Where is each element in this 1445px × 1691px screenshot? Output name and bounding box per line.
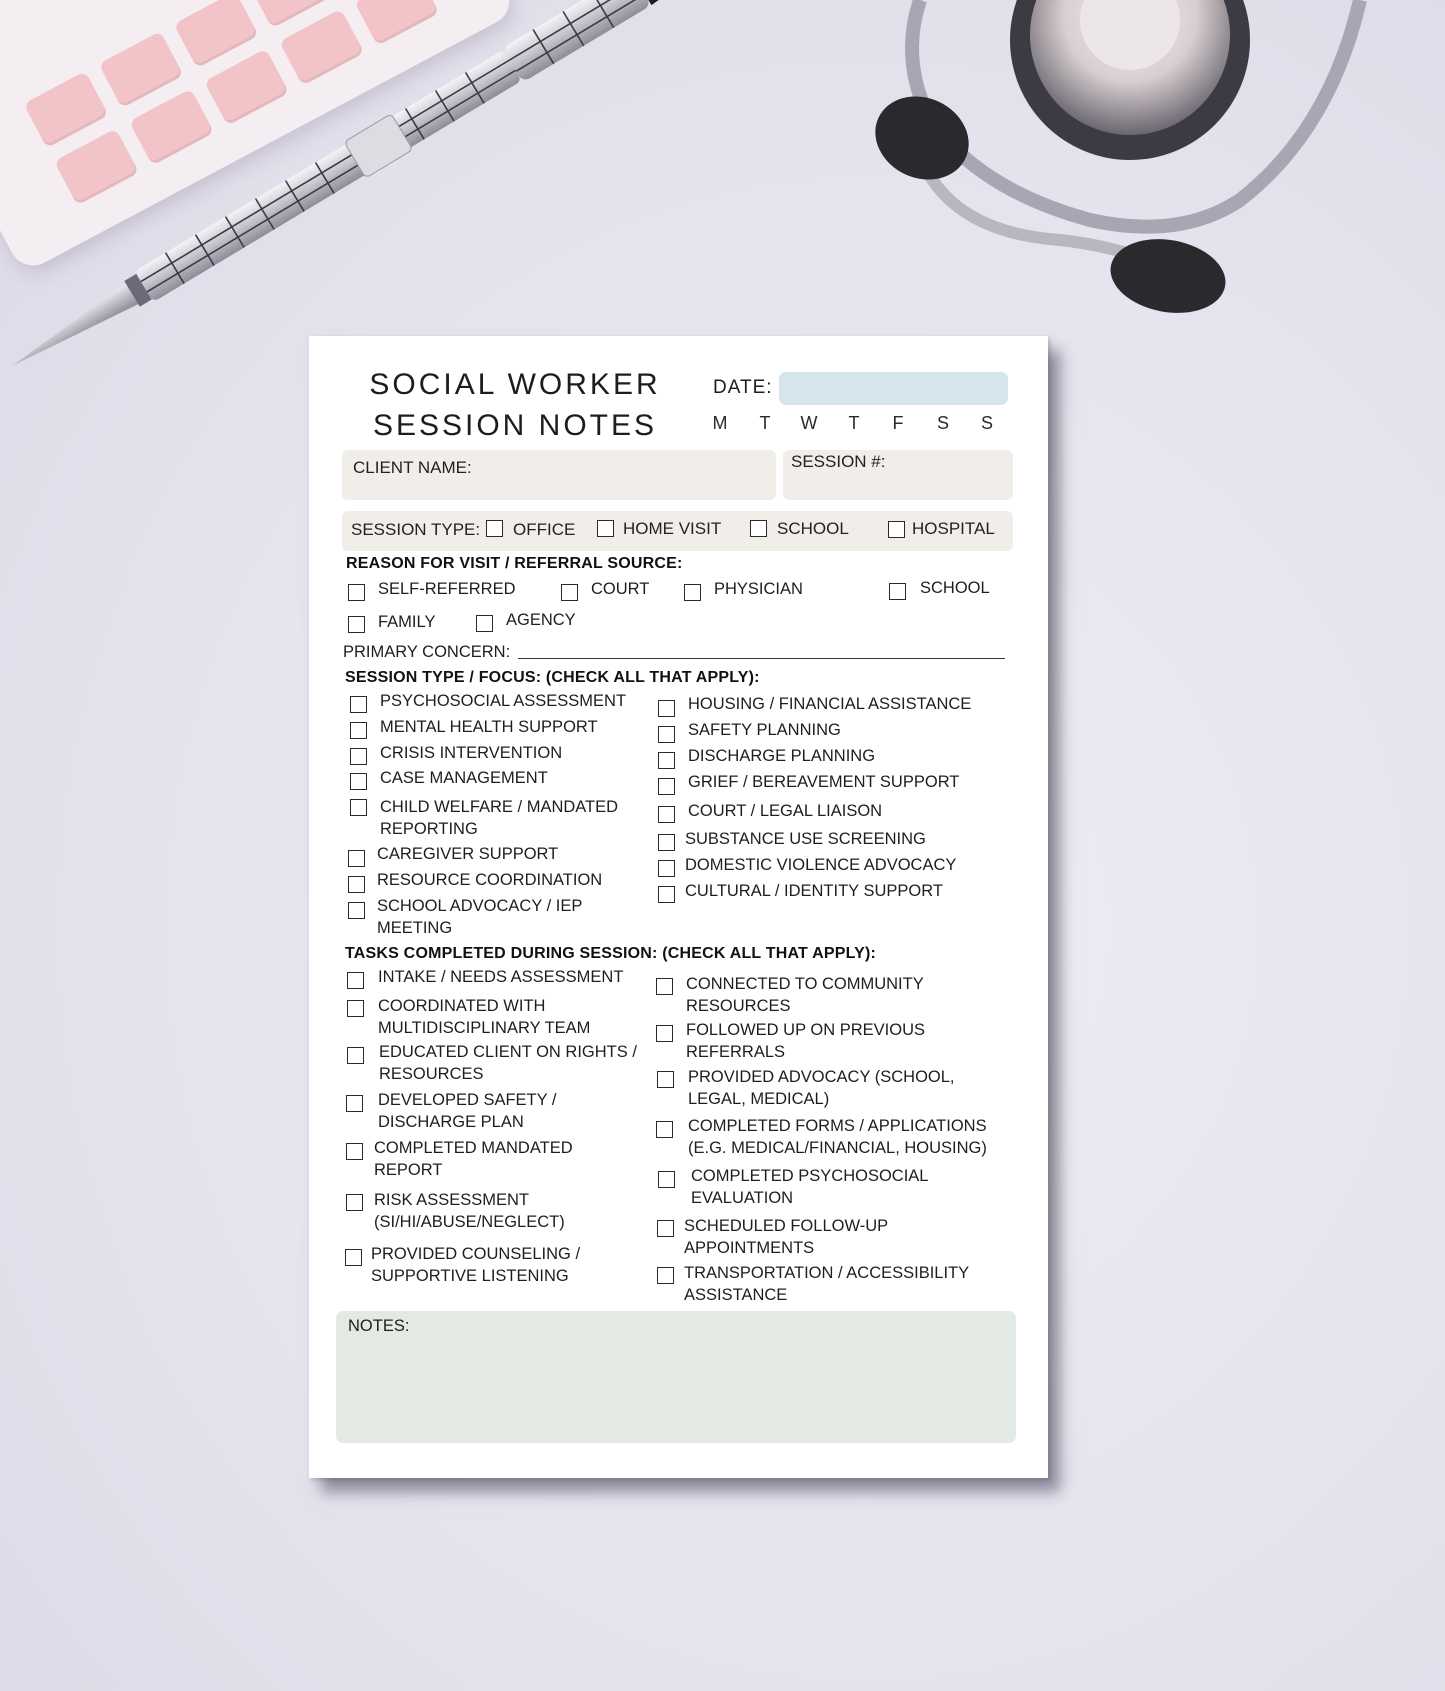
focus-heading: SESSION TYPE / FOCUS: (CHECK ALL THAT APPLY): bbox=[345, 669, 760, 686]
focus-safety-planning-checkbox[interactable] bbox=[658, 726, 675, 743]
focus-school-advocacy-checkbox[interactable] bbox=[348, 902, 365, 919]
focus-psychosocial-checkbox[interactable] bbox=[350, 696, 367, 713]
task-mandated-report-label: COMPLETED MANDATED REPORT bbox=[374, 1139, 573, 1179]
notes-field[interactable] bbox=[336, 1311, 1016, 1443]
task-intake-checkbox[interactable] bbox=[347, 972, 364, 989]
day-sunday[interactable]: S bbox=[980, 413, 993, 433]
day-friday[interactable]: F bbox=[892, 413, 904, 433]
focus-case-mgmt-label: CASE MANAGEMENT bbox=[380, 769, 548, 787]
physician-label: PHYSICIAN bbox=[714, 580, 803, 598]
school-referral-checkbox[interactable] bbox=[889, 583, 906, 600]
date-label: DATE: bbox=[713, 377, 773, 398]
client-name-label: CLIENT NAME: bbox=[353, 458, 472, 477]
session-number-label: SESSION #: bbox=[791, 452, 886, 471]
task-follow-up-appts-checkbox[interactable] bbox=[657, 1220, 674, 1237]
task-transportation-label: TRANSPORTATION / ACCESSIBILITY ASSISTANCE bbox=[684, 1264, 969, 1304]
focus-grief-checkbox[interactable] bbox=[658, 778, 675, 795]
primary-concern-line[interactable] bbox=[518, 658, 1005, 659]
focus-discharge-checkbox[interactable] bbox=[658, 752, 675, 769]
hospital-label: HOSPITAL bbox=[912, 519, 995, 538]
hospital-checkbox[interactable] bbox=[888, 521, 905, 538]
task-safety-plan-checkbox[interactable] bbox=[346, 1095, 363, 1112]
reason-heading: REASON FOR VISIT / REFERRAL SOURCE: bbox=[346, 555, 683, 572]
task-community-label: CONNECTED TO COMMUNITY RESOURCES bbox=[686, 975, 924, 1015]
family-checkbox[interactable] bbox=[348, 616, 365, 633]
focus-cultural-checkbox[interactable] bbox=[658, 886, 675, 903]
day-saturday[interactable]: S bbox=[936, 413, 949, 433]
form-title-line1: SOCIAL WORKER bbox=[369, 368, 661, 401]
session-type-label: SESSION TYPE: bbox=[351, 520, 481, 539]
focus-crisis-checkbox[interactable] bbox=[350, 748, 367, 765]
home-visit-label: HOME VISIT bbox=[623, 519, 722, 538]
task-forms-checkbox[interactable] bbox=[656, 1121, 673, 1138]
focus-domestic-violence-label: DOMESTIC VIOLENCE ADVOCACY bbox=[685, 856, 957, 874]
focus-court-liaison-checkbox[interactable] bbox=[658, 806, 675, 823]
task-risk-assessment-checkbox[interactable] bbox=[346, 1194, 363, 1211]
focus-cultural-label: CULTURAL / IDENTITY SUPPORT bbox=[685, 882, 943, 900]
school-label: SCHOOL bbox=[777, 519, 849, 538]
focus-court-liaison-label: COURT / LEGAL LIAISON bbox=[688, 802, 883, 820]
task-counseling-checkbox[interactable] bbox=[345, 1249, 362, 1266]
task-safety-plan-label: DEVELOPED SAFETY / DISCHARGE PLAN bbox=[378, 1091, 557, 1131]
office-checkbox[interactable] bbox=[486, 520, 503, 537]
focus-psychosocial-label: PSYCHOSOCIAL ASSESSMENT bbox=[380, 692, 627, 710]
agency-checkbox[interactable] bbox=[476, 615, 493, 632]
notes-label: NOTES: bbox=[348, 1317, 410, 1335]
focus-child-welfare-checkbox[interactable] bbox=[350, 799, 367, 816]
office-label: OFFICE bbox=[513, 520, 576, 539]
home-visit-checkbox[interactable] bbox=[597, 520, 614, 537]
task-transportation-checkbox[interactable] bbox=[657, 1267, 674, 1284]
focus-substance-checkbox[interactable] bbox=[658, 834, 675, 851]
task-intake-label: INTAKE / NEEDS ASSESSMENT bbox=[378, 968, 624, 986]
task-followed-up-checkbox[interactable] bbox=[656, 1025, 673, 1042]
physician-checkbox[interactable] bbox=[684, 584, 701, 601]
focus-safety-planning-label: SAFETY PLANNING bbox=[688, 721, 841, 739]
tasks-heading: TASKS COMPLETED DURING SESSION: (CHECK ALL THAT APPLY): bbox=[345, 945, 877, 962]
school-referral-label: SCHOOL bbox=[920, 579, 990, 597]
task-follow-up-appts-label: SCHEDULED FOLLOW-UP APPOINTMENTS bbox=[684, 1217, 888, 1257]
task-coordinated-checkbox[interactable] bbox=[347, 1000, 364, 1017]
task-advocacy-label: PROVIDED ADVOCACY (SCHOOL, LEGAL, MEDICAL) bbox=[688, 1068, 955, 1108]
task-psychosocial-eval-label: COMPLETED PSYCHOSOCIAL EVALUATION bbox=[691, 1167, 928, 1207]
task-followed-up-label: FOLLOWED UP ON PREVIOUS REFERRALS bbox=[686, 1021, 925, 1061]
focus-child-welfare-label: CHILD WELFARE / MANDATED REPORTING bbox=[380, 798, 619, 838]
day-thursday[interactable]: T bbox=[848, 413, 860, 433]
task-educated-label: EDUCATED CLIENT ON RIGHTS / RESOURCES bbox=[379, 1043, 637, 1083]
focus-resource-coordination-label: RESOURCE COORDINATION bbox=[377, 871, 603, 889]
day-tuesday[interactable]: T bbox=[759, 413, 771, 433]
focus-mental-health-checkbox[interactable] bbox=[350, 722, 367, 739]
primary-concern-label: PRIMARY CONCERN: bbox=[343, 643, 511, 661]
focus-mental-health-label: MENTAL HEALTH SUPPORT bbox=[380, 718, 598, 736]
focus-substance-label: SUBSTANCE USE SCREENING bbox=[685, 830, 926, 848]
focus-housing-checkbox[interactable] bbox=[658, 700, 675, 717]
task-psychosocial-eval-checkbox[interactable] bbox=[658, 1171, 675, 1188]
task-forms-label: COMPLETED FORMS / APPLICATIONS (E.G. MEDICAL/FINANCIAL, HOUSING) bbox=[688, 1117, 987, 1157]
focus-discharge-label: DISCHARGE PLANNING bbox=[688, 747, 876, 765]
stethoscope-photo bbox=[0, 0, 1445, 360]
day-monday[interactable]: M bbox=[712, 413, 728, 433]
focus-caregiver-label: CAREGIVER SUPPORT bbox=[377, 845, 559, 863]
court-checkbox[interactable] bbox=[561, 584, 578, 601]
task-advocacy-checkbox[interactable] bbox=[657, 1071, 674, 1088]
court-label: COURT bbox=[591, 580, 650, 598]
focus-grief-label: GRIEF / BEREAVEMENT SUPPORT bbox=[688, 773, 960, 791]
focus-case-mgmt-checkbox[interactable] bbox=[350, 773, 367, 790]
focus-domestic-violence-checkbox[interactable] bbox=[658, 860, 675, 877]
agency-label: AGENCY bbox=[506, 611, 576, 629]
family-label: FAMILY bbox=[378, 613, 436, 631]
day-wednesday[interactable]: W bbox=[800, 413, 818, 433]
task-community-checkbox[interactable] bbox=[656, 978, 673, 995]
school-checkbox[interactable] bbox=[750, 520, 767, 537]
focus-housing-label: HOUSING / FINANCIAL ASSISTANCE bbox=[688, 695, 972, 713]
focus-caregiver-checkbox[interactable] bbox=[348, 850, 365, 867]
task-counseling-label: PROVIDED COUNSELING / SUPPORTIVE LISTENING bbox=[371, 1245, 581, 1285]
self-referred-label: SELF-REFERRED bbox=[378, 580, 516, 598]
task-coordinated-label: COORDINATED WITH MULTIDISCIPLINARY TEAM bbox=[378, 997, 591, 1037]
form-title-line2: SESSION NOTES bbox=[372, 409, 658, 442]
task-mandated-report-checkbox[interactable] bbox=[346, 1143, 363, 1160]
session-notes-sheet bbox=[309, 336, 1048, 1478]
focus-school-advocacy-label: SCHOOL ADVOCACY / IEP MEETING bbox=[377, 897, 583, 937]
task-educated-checkbox[interactable] bbox=[347, 1047, 364, 1064]
date-field[interactable] bbox=[779, 372, 1008, 405]
self-referred-checkbox[interactable] bbox=[348, 584, 365, 601]
focus-resource-coordination-checkbox[interactable] bbox=[348, 876, 365, 893]
focus-crisis-label: CRISIS INTERVENTION bbox=[380, 744, 563, 762]
task-risk-assessment-label: RISK ASSESSMENT (SI/HI/ABUSE/NEGLECT) bbox=[374, 1191, 565, 1231]
